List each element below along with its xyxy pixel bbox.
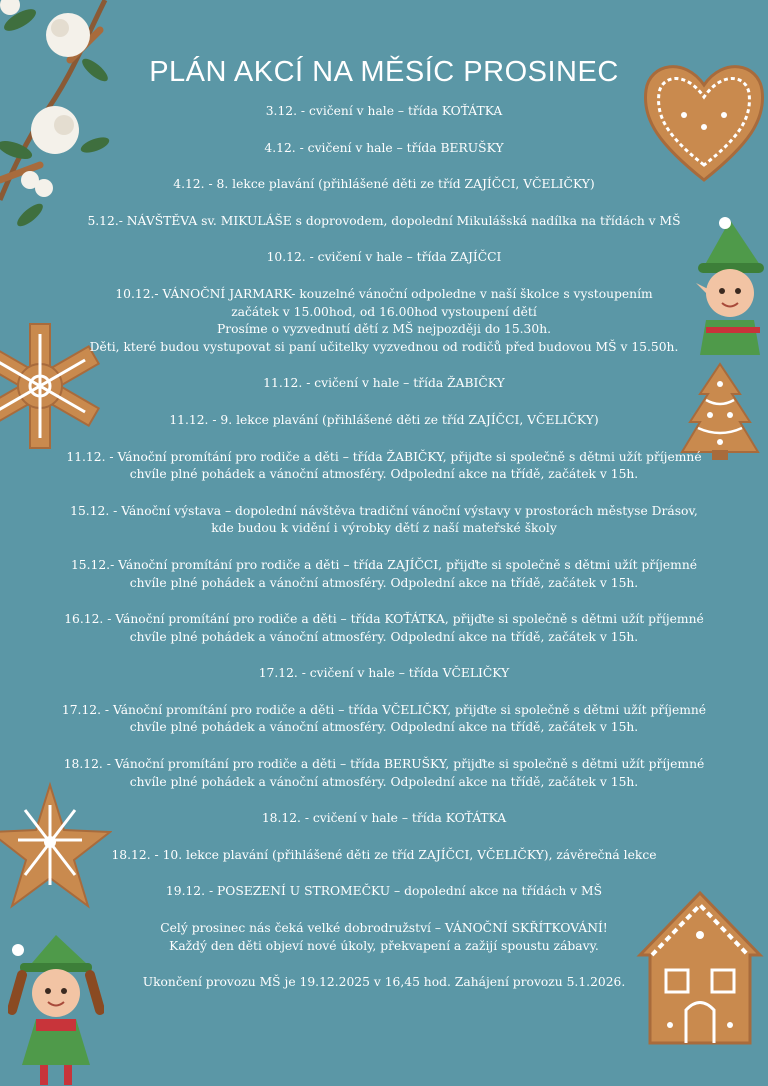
event-text-line: 11.12. - 9. lekce plavání (přihlášené děti ze tříd ZAJÍČCI, VČELIČKY) xyxy=(169,412,599,427)
event-text-line: začátek v 15.00hod, od 16.00hod vystoupení dětí xyxy=(231,304,537,319)
event-text-line: Prosíme o vyzvednutí dětí z MŠ nejpozději do 15.30h. xyxy=(216,322,552,337)
event-text-line: 3.12. - cvičení v hale – třída KOŤÁTKA xyxy=(265,104,503,118)
event-text-line: 15.12.- Vánoční promítání pro rodiče a děti – třída ZAJÍČCI, přijďte si společně s dětmi užít příjemné xyxy=(70,557,698,572)
page-title: PLÁN AKCÍ NA MĚSÍC PROSINEC xyxy=(149,56,619,88)
event-text-line: 5.12.- NÁVŠTĚVA sv. MIKULÁŠE s doprovodem, dopolední Mikulášská nadílka na třídách v MŠ xyxy=(87,213,681,228)
event-item xyxy=(20,883,748,901)
event-item xyxy=(20,249,748,267)
event-text-line: 15.12. - Vánoční výstava – dopolední návštěva tradiční vánoční výstavy v prostorách městyse Drásov, xyxy=(70,503,698,518)
event-item xyxy=(20,176,748,194)
event-text-line: Děti, které budou vystupovat si paní učitelky vyzvednou od rodičů před budovou MŠ v 15.50h. xyxy=(89,339,679,354)
event-text-line: 18.12. - cvičení v hale – třída KOŤÁTKA xyxy=(261,811,507,826)
event-text-line: 11.12. - cvičení v hale – třída ŽABIČKY xyxy=(263,376,505,391)
event-item xyxy=(20,503,748,538)
event-text-line: 18.12. - Vánoční promítání pro rodiče a děti – třída BERUŠKY, přijďte si společně s dětmi užít příjemné xyxy=(63,757,705,772)
event-text-line: chvíle plné pohádek a vánoční atmosféry. Odpolední akce na třídě, začátek v 15h. xyxy=(129,720,639,735)
event-item xyxy=(20,140,748,158)
event-item xyxy=(20,286,748,356)
event-item xyxy=(20,449,748,484)
event-text-line: chvíle plné pohádek a vánoční atmosféry. Odpolední akce na třídě, začátek v 15h. xyxy=(129,575,639,590)
event-item xyxy=(20,810,748,828)
event-text-line: chvíle plné pohádek a vánoční atmosféry. Odpolední akce na třídě, začátek v 15h. xyxy=(129,467,639,482)
event-item xyxy=(20,213,748,231)
event-text-line: kde budou k vidění i výrobky dětí z naší mateřské školy xyxy=(211,521,557,536)
event-list xyxy=(20,103,748,1011)
event-text-line: 16.12. - Vánoční promítání pro rodiče a děti – třída KOŤÁTKA, přijďte si společně s dětmi užít příjemné xyxy=(64,612,704,627)
event-item xyxy=(20,557,748,592)
event-text-line: 4.12. - cvičení v hale – třída BERUŠKY xyxy=(264,140,504,155)
event-text-line: chvíle plné pohádek a vánoční atmosféry. Odpolední akce na třídě, začátek v 15h. xyxy=(129,774,639,789)
event-text-line: 4.12. - 8. lekce plavání (přihlášené děti ze tříd ZAJÍČCI, VČELIČKY) xyxy=(173,177,595,192)
event-text-line: Celý prosinec nás čeká velké dobrodružství – VÁNOČNÍ SKŘÍTKOVÁNÍ! xyxy=(160,921,608,936)
event-item xyxy=(20,412,748,430)
event-item xyxy=(20,375,748,393)
event-text-line: 11.12. - Vánoční promítání pro rodiče a děti – třída ŽABIČKY, přijďte si společně s dětmi užít příjemné xyxy=(66,449,702,464)
event-text-line: 10.12. - cvičení v hale – třída ZAJÍČCI xyxy=(266,250,502,265)
event-item xyxy=(20,611,748,646)
event-item xyxy=(20,665,748,683)
event-item xyxy=(20,103,748,121)
event-item xyxy=(20,756,748,791)
event-text-line: 10.12.- VÁNOČNÍ JARMARK- kouzelné vánoční odpoledne v naší školce s vystoupením xyxy=(115,286,653,301)
closing-note xyxy=(20,974,748,992)
event-text-line: 17.12. - cvičení v hale – třída VČELIČKY xyxy=(258,666,510,681)
event-text-line: Ukončení provozu MŠ je 19.12.2025 v 16,45 hod. Zahájení provozu 5.1.2026. xyxy=(142,975,626,990)
event-text-line: 17.12. - Vánoční promítání pro rodiče a děti – třída VČELIČKY, přijďte si společně s dětmi užít příjemné xyxy=(61,702,707,717)
closing-note xyxy=(20,920,748,955)
event-text-line: chvíle plné pohádek a vánoční atmosféry. Odpolední akce na třídě, začátek v 15h. xyxy=(129,629,639,644)
event-text-line: 18.12. - 10. lekce plavání (přihlášené děti ze tříd ZAJÍČCI, VČELIČKY), závěrečná lekce xyxy=(111,847,657,862)
event-item xyxy=(20,847,748,865)
event-text-line: Každý den děti objeví nové úkoly, překvapení a zažijí spoustu zábavy. xyxy=(169,938,599,953)
event-item xyxy=(20,702,748,737)
event-text-line: 19.12. - POSEZENÍ U STROMEČKU – dopolední akce na třídách v MŠ xyxy=(165,884,603,899)
